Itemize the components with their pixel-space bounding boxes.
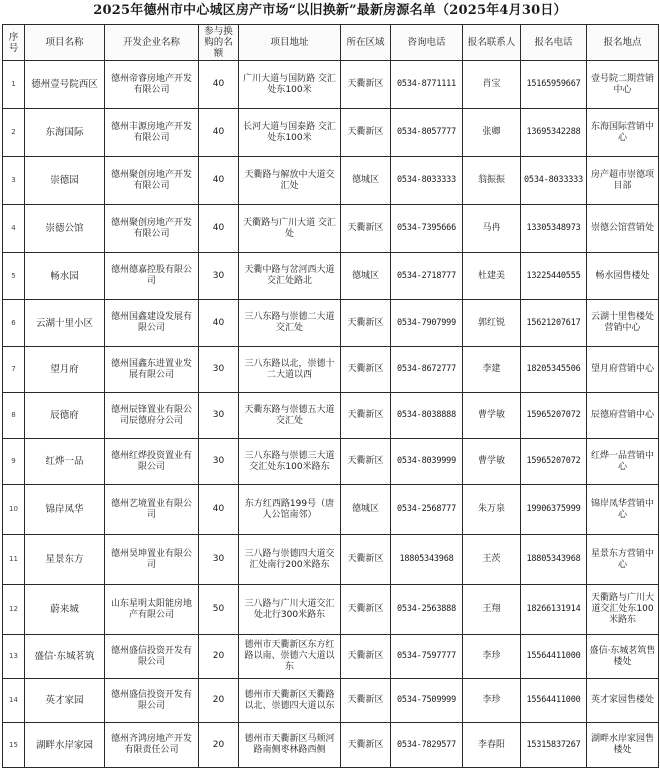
row-seq: 7: [3, 347, 25, 393]
row-seq: 4: [3, 205, 25, 253]
inquiry-phone: 0534-8057777: [391, 109, 463, 157]
project-address: 德州市天衢新区东方红路以南、崇德六大道以东: [239, 635, 341, 679]
contact-person: 李珍: [463, 679, 521, 723]
developer-name: 山东星明太阳能房地产有限公司: [105, 585, 199, 635]
inquiry-phone: 0534-7395666: [391, 205, 463, 253]
project-name: 辰德府: [25, 393, 105, 439]
developer-name: 德州昊坤置业有限公司: [105, 535, 199, 585]
table-row: [3, 300, 659, 347]
district: 德城区: [341, 485, 391, 535]
developer-name: 德州艺境置业有限公司: [105, 485, 199, 535]
table-row: [3, 439, 659, 485]
registration-location: 畅水园售楼处: [587, 253, 659, 300]
district: 天衢新区: [341, 300, 391, 347]
project-address: 三八东路与崇德三大道交汇处东100米路东: [239, 439, 341, 485]
district: 天衢新区: [341, 635, 391, 679]
row-seq: 5: [3, 253, 25, 300]
project-name: 畅水园: [25, 253, 105, 300]
project-name: 德州壹号院西区: [25, 61, 105, 109]
row-seq: 3: [3, 157, 25, 205]
document-title: 2025年德州市中心城区房产市场“以旧换新”最新房源名单（2025年4月30日）: [93, 3, 567, 18]
registration-location: 云湖十里售楼处营销中心: [587, 300, 659, 347]
registration-location: 盛信·东城茗筑售楼处: [587, 635, 659, 679]
registration-phone: 18266131914: [521, 585, 587, 635]
registration-phone: 15315837267: [521, 723, 587, 768]
contact-person: 肖宝: [463, 61, 521, 109]
quota: 50: [199, 585, 239, 635]
developer-name: 德州盛信投资开发有限公司: [105, 679, 199, 723]
table-row: [3, 347, 659, 393]
inquiry-phone: 0534-2718777: [391, 253, 463, 300]
table-row: [3, 723, 659, 768]
row-seq: 15: [3, 723, 25, 768]
registration-location: 湖畔水岸家园售楼处: [587, 723, 659, 768]
contact-person: 李春阳: [463, 723, 521, 768]
developer-name: 德州盛信投资开发有限公司: [105, 635, 199, 679]
project-address: 天衢东路与崇德五大道交汇处: [239, 393, 341, 439]
developer-name: 德州德嘉控股有限公司: [105, 253, 199, 300]
col-header-phone: 咨询电话: [391, 25, 463, 61]
table-row: [3, 253, 659, 300]
project-address: 德州市天衢新区天衢路以北、崇德四大道以东: [239, 679, 341, 723]
project-address: 德州市天衢新区马颊河路南侧枣林路西侧: [239, 723, 341, 768]
project-address: 三八东路以北，崇德十二大道以西: [239, 347, 341, 393]
quota: 20: [199, 635, 239, 679]
developer-name: 德州辰锋置业有限公司辰德府分公司: [105, 393, 199, 439]
inquiry-phone: 0534-2568777: [391, 485, 463, 535]
project-name: 望月府: [25, 347, 105, 393]
inquiry-phone: 0534-7509999: [391, 679, 463, 723]
registration-location: 锦岸凤华营销中心: [587, 485, 659, 535]
registration-location: 东海国际营销中心: [587, 109, 659, 157]
project-address: 三八东路与崇德二大道交汇处: [239, 300, 341, 347]
project-name: 英才家园: [25, 679, 105, 723]
project-address: 三八路与广川大道交汇处北行300米路东: [239, 585, 341, 635]
quota: 40: [199, 157, 239, 205]
project-address: 广川大道与国防路 交汇处东100米: [239, 61, 341, 109]
registration-phone: 13225440555: [521, 253, 587, 300]
developer-name: 德州聚创房地产开发有限公司: [105, 157, 199, 205]
inquiry-phone: 0534-8039999: [391, 439, 463, 485]
col-header-address: 项目地址: [239, 25, 341, 61]
inquiry-phone: 0534-8771111: [391, 61, 463, 109]
project-name: 崇德园: [25, 157, 105, 205]
district: 天衢新区: [341, 439, 391, 485]
registration-location: 壹号院二期营销中心: [587, 61, 659, 109]
district: 天衢新区: [341, 723, 391, 768]
quota: 30: [199, 439, 239, 485]
district: 天衢新区: [341, 109, 391, 157]
registration-location: 辰德府营销中心: [587, 393, 659, 439]
district: 天衢新区: [341, 535, 391, 585]
row-seq: 2: [3, 109, 25, 157]
inquiry-phone: 0534-7597777: [391, 635, 463, 679]
quota: 40: [199, 485, 239, 535]
inquiry-phone: 0534-7829577: [391, 723, 463, 768]
table-row: [3, 157, 659, 205]
contact-person: 王翔: [463, 585, 521, 635]
district: 德城区: [341, 253, 391, 300]
developer-name: 德州帝睿房地产开发有限公司: [105, 61, 199, 109]
project-name: 红烨一品: [25, 439, 105, 485]
registration-location: 天衢路与广川大道交汇处东100米路东: [587, 585, 659, 635]
project-address: 长河大道与国泰路 交汇处东100米: [239, 109, 341, 157]
contact-person: 马冉: [463, 205, 521, 253]
registration-location: 星景东方营销中心: [587, 535, 659, 585]
inquiry-phone: 0534-2563888: [391, 585, 463, 635]
district: 天衢新区: [341, 61, 391, 109]
housing-list-table: [2, 24, 659, 768]
col-header-district: 所在区域: [341, 25, 391, 61]
inquiry-phone: 0534-7907999: [391, 300, 463, 347]
col-header-project: 项目名称: [25, 25, 105, 61]
quota: 40: [199, 205, 239, 253]
inquiry-phone: 0534-8033333: [391, 157, 463, 205]
project-address: 天衢路与广川大道 交汇处: [239, 205, 341, 253]
inquiry-phone: 0534-8672777: [391, 347, 463, 393]
row-seq: 1: [3, 61, 25, 109]
inquiry-phone: 0534-8038888: [391, 393, 463, 439]
project-name: 云湖十里小区: [25, 300, 105, 347]
project-address: 东方红西路199号（唐人公馆南邻）: [239, 485, 341, 535]
row-seq: 14: [3, 679, 25, 723]
registration-phone: 13305348973: [521, 205, 587, 253]
registration-phone: 0534-8033333: [521, 157, 587, 205]
registration-phone: 15621207617: [521, 300, 587, 347]
project-name: 蔚来城: [25, 585, 105, 635]
row-seq: 13: [3, 635, 25, 679]
project-address: 三八路与崇德四大道交汇处南行200米路东: [239, 535, 341, 585]
developer-name: 德州聚创房地产开发有限公司: [105, 205, 199, 253]
registration-phone: 15965207072: [521, 439, 587, 485]
registration-location: 崇德公馆营销处: [587, 205, 659, 253]
registration-phone: 15564411000: [521, 635, 587, 679]
registration-phone: 18205345506: [521, 347, 587, 393]
table-row: [3, 485, 659, 535]
col-header-reg-phone: 报名电话: [521, 25, 587, 61]
inquiry-phone: 18805343968: [391, 535, 463, 585]
table-row: [3, 61, 659, 109]
registration-location: 房产超市崇德项目部: [587, 157, 659, 205]
registration-location: 红烨一品营销中心: [587, 439, 659, 485]
registration-phone: 19906375999: [521, 485, 587, 535]
district: 德城区: [341, 157, 391, 205]
contact-person: 郭红锐: [463, 300, 521, 347]
row-seq: 8: [3, 393, 25, 439]
table-row: [3, 109, 659, 157]
contact-person: 王茨: [463, 535, 521, 585]
col-header-quota: 参与换购的名额: [199, 25, 239, 61]
registration-phone: 15165959667: [521, 61, 587, 109]
table-row: [3, 679, 659, 723]
contact-person: 翁振振: [463, 157, 521, 205]
registration-location: 英才家园售楼处: [587, 679, 659, 723]
registration-phone: 13695342288: [521, 109, 587, 157]
table-row: [3, 585, 659, 635]
project-name: 盛信·东城茗筑: [25, 635, 105, 679]
quota: 30: [199, 393, 239, 439]
contact-person: 曹学敏: [463, 439, 521, 485]
project-name: 东海国际: [25, 109, 105, 157]
registration-phone: 15564411000: [521, 679, 587, 723]
col-header-seq: 序号: [3, 25, 25, 61]
developer-name: 德州丰源房地产开发有限公司: [105, 109, 199, 157]
developer-name: 德州红烨投资置业有限公司: [105, 439, 199, 485]
quota: 30: [199, 347, 239, 393]
district: 天衢新区: [341, 205, 391, 253]
quota: 20: [199, 679, 239, 723]
quota: 30: [199, 253, 239, 300]
project-address: 天衢中路与岔河西大道交汇处路北: [239, 253, 341, 300]
project-address: 天衢路与解放中大道交汇处: [239, 157, 341, 205]
registration-location: 望月府营销中心: [587, 347, 659, 393]
table-row: [3, 535, 659, 585]
contact-person: 李珍: [463, 635, 521, 679]
project-name: 崇德公馆: [25, 205, 105, 253]
developer-name: 德州齐鸿房地产开发有限责任公司: [105, 723, 199, 768]
developer-name: 德州国鑫东进置业发展有限公司: [105, 347, 199, 393]
district: 天衢新区: [341, 393, 391, 439]
contact-person: 朱万泉: [463, 485, 521, 535]
col-header-contact: 报名联系人: [463, 25, 521, 61]
registration-phone: 15965207072: [521, 393, 587, 439]
table-row: [3, 393, 659, 439]
developer-name: 德州国鑫建设发展有限公司: [105, 300, 199, 347]
row-seq: 10: [3, 485, 25, 535]
row-seq: 11: [3, 535, 25, 585]
quota: 30: [199, 535, 239, 585]
contact-person: 张卿: [463, 109, 521, 157]
table-row: [3, 205, 659, 253]
district: 天衢新区: [341, 585, 391, 635]
row-seq: 12: [3, 585, 25, 635]
district: 天衢新区: [341, 679, 391, 723]
quota: 40: [199, 109, 239, 157]
quota: 40: [199, 61, 239, 109]
registration-phone: 18805343968: [521, 535, 587, 585]
row-seq: 9: [3, 439, 25, 485]
col-header-developer: 开发企业名称: [105, 25, 199, 61]
quota: 20: [199, 723, 239, 768]
row-seq: 6: [3, 300, 25, 347]
district: 天衢新区: [341, 347, 391, 393]
contact-person: 李建: [463, 347, 521, 393]
table-row: [3, 635, 659, 679]
table-header-row: [3, 25, 659, 61]
contact-person: 杜建美: [463, 253, 521, 300]
project-name: 湖畔水岸家园: [25, 723, 105, 768]
col-header-location: 报名地点: [587, 25, 659, 61]
project-name: 锦岸凤华: [25, 485, 105, 535]
quota: 40: [199, 300, 239, 347]
project-name: 星景东方: [25, 535, 105, 585]
contact-person: 曹学敏: [463, 393, 521, 439]
